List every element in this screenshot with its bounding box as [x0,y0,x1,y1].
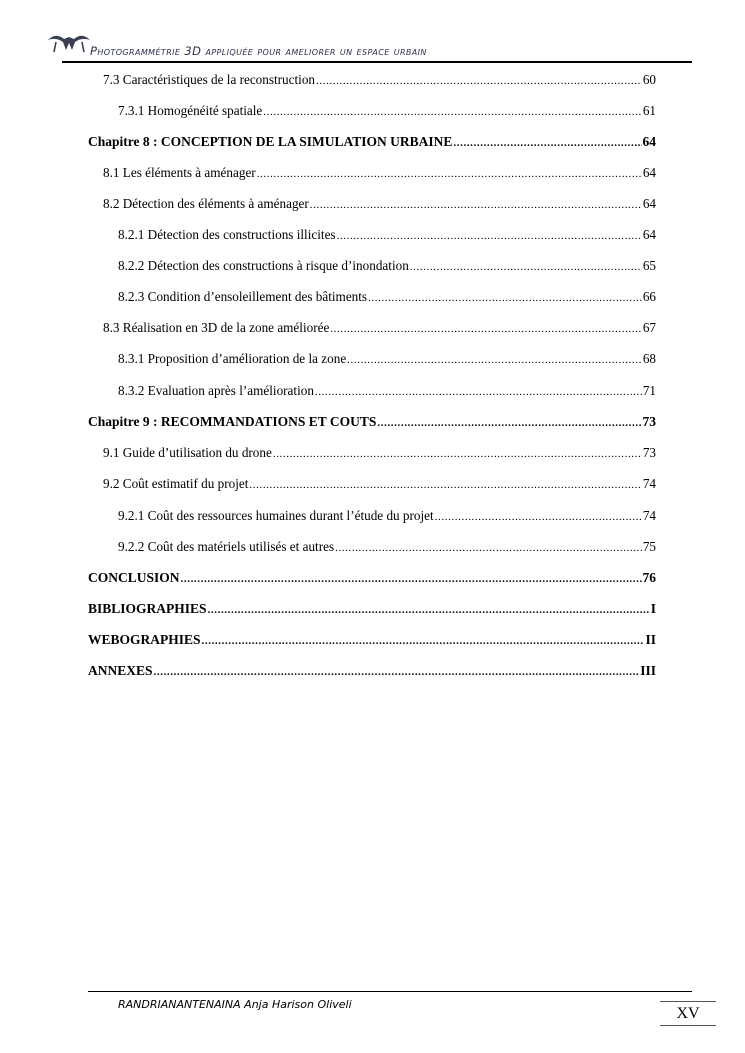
toc-entry-page: III [640,663,656,678]
toc-entry-label: CONCLUSION [88,570,180,585]
toc-entry[interactable] [103,72,656,92]
toc-entry-page: 60 [642,72,656,87]
toc-entry[interactable] [88,632,656,652]
toc-entry-label: 8.3.2 Evaluation après l’amélioration [118,383,314,398]
toc-leader-dots [337,230,642,242]
toc-entry-page: 68 [642,351,656,366]
toc-entry-page: 64 [642,196,656,211]
toc-leader-dots [377,417,641,429]
toc-entry[interactable] [88,414,656,434]
toc-entry-page: I [650,601,656,616]
toc-leader-dots [315,386,642,398]
toc-entry-label: 8.3.1 Proposition d’amélioration de la zone [118,351,347,366]
toc-entry-label: 7.3 Caractéristiques de la reconstruction [103,72,316,87]
page-number-bottom-rule [660,1025,716,1026]
toc-entry-page: 75 [642,539,656,554]
drone-logo-icon [44,30,94,54]
header-divider [62,61,692,63]
toc-entry-label: 8.2.2 Détection des constructions à risque d’inondation [118,258,409,273]
toc-entry-page: II [645,632,656,647]
toc-entry[interactable] [88,570,656,590]
toc-entry-label: 9.2 Coût estimatif du projet [103,476,249,491]
toc-leader-dots [249,479,641,491]
toc-entry[interactable] [118,103,656,123]
toc-entry[interactable] [103,476,656,496]
toc-entry-label: 8.2 Détection des éléments à aménager [103,196,309,211]
toc-leader-dots [208,604,650,616]
toc-entry-label: 9.1 Guide d’utilisation du drone [103,445,272,460]
toc-entry[interactable] [118,289,656,309]
toc-entry-page: 64 [642,227,656,242]
toc-leader-dots [257,168,642,180]
toc-entry-label: 8.1 Les éléments à aménager [103,165,256,180]
toc-entry-page: 61 [642,103,656,118]
toc-entry[interactable] [103,165,656,185]
toc-entry-page: 64 [642,134,656,149]
toc-entry-page: 65 [642,258,656,273]
toc-entry-label: 8.2.3 Condition d’ensoleillement des bâtiments [118,289,368,304]
toc-entry[interactable] [118,383,656,403]
toc-entry[interactable] [103,445,656,465]
toc-entry-page: 74 [642,508,656,523]
toc-entry-page: 64 [642,165,656,180]
toc-leader-dots [316,75,642,87]
toc-entry-label: 8.3 Réalisation en 3D de la zone améliorée [103,320,330,335]
toc-leader-dots [347,354,642,366]
page-number-box [660,1001,716,1026]
toc-entry-page: 73 [642,414,656,429]
toc-entry[interactable] [88,663,656,683]
toc-leader-dots [181,573,642,585]
footer-divider [88,991,692,992]
page-number: XV [676,1005,700,1022]
toc-entry[interactable] [103,320,656,340]
toc-entry-label: 9.2.1 Coût des ressources humaines durant l’étude du projet [118,508,434,523]
toc-entry-label: Chapitre 9 : RECOMMANDATIONS ET COUTS [88,414,377,429]
toc-entry[interactable] [118,539,656,559]
toc-leader-dots [273,448,642,460]
toc-leader-dots [368,292,642,304]
toc-leader-dots [435,511,642,523]
toc-entry-label: 9.2.2 Coût des matériels utilisés et autres [118,539,335,554]
toc-entry-page: 67 [642,320,656,335]
toc-entry[interactable] [118,508,656,528]
toc-entry-label: BIBLIOGRAPHIES [88,601,207,616]
toc-entry-page: 76 [642,570,656,585]
toc-leader-dots [202,635,645,647]
toc-leader-dots [330,323,642,335]
toc-entry[interactable] [103,196,656,216]
toc-entry-page: 73 [642,445,656,460]
toc-entry-label: Chapitre 8 : CONCEPTION DE LA SIMULATION URBAINE [88,134,453,149]
toc-leader-dots [335,542,642,554]
toc-entry[interactable] [118,258,656,278]
toc-leader-dots [263,106,642,118]
toc-entry[interactable] [118,227,656,247]
toc-leader-dots [453,137,641,149]
toc-entry-page: 74 [642,476,656,491]
toc-entry-label: WEBOGRAPHIES [88,632,201,647]
toc-entry[interactable] [88,134,656,154]
toc-entry-page: 66 [642,289,656,304]
toc-leader-dots [310,199,642,211]
toc-leader-dots [154,666,640,678]
toc-entry-page: 71 [642,383,656,398]
toc-entry-label: 8.2.1 Détection des constructions illicites [118,227,336,242]
toc-entry[interactable] [88,601,656,621]
toc-entry-label: 7.3.1 Homogénéité spatiale [118,103,263,118]
page-number-top-rule [660,1001,716,1002]
toc-entry[interactable] [118,351,656,371]
toc-leader-dots [410,261,642,273]
header-title: Photogrammétrie 3D appliquée pour ameliorer un espace urbain [90,44,427,58]
toc-entry-label: ANNEXES [88,663,153,678]
footer-author: RANDRIANANTENAINA Anja Harison Oliveli [118,998,352,1011]
